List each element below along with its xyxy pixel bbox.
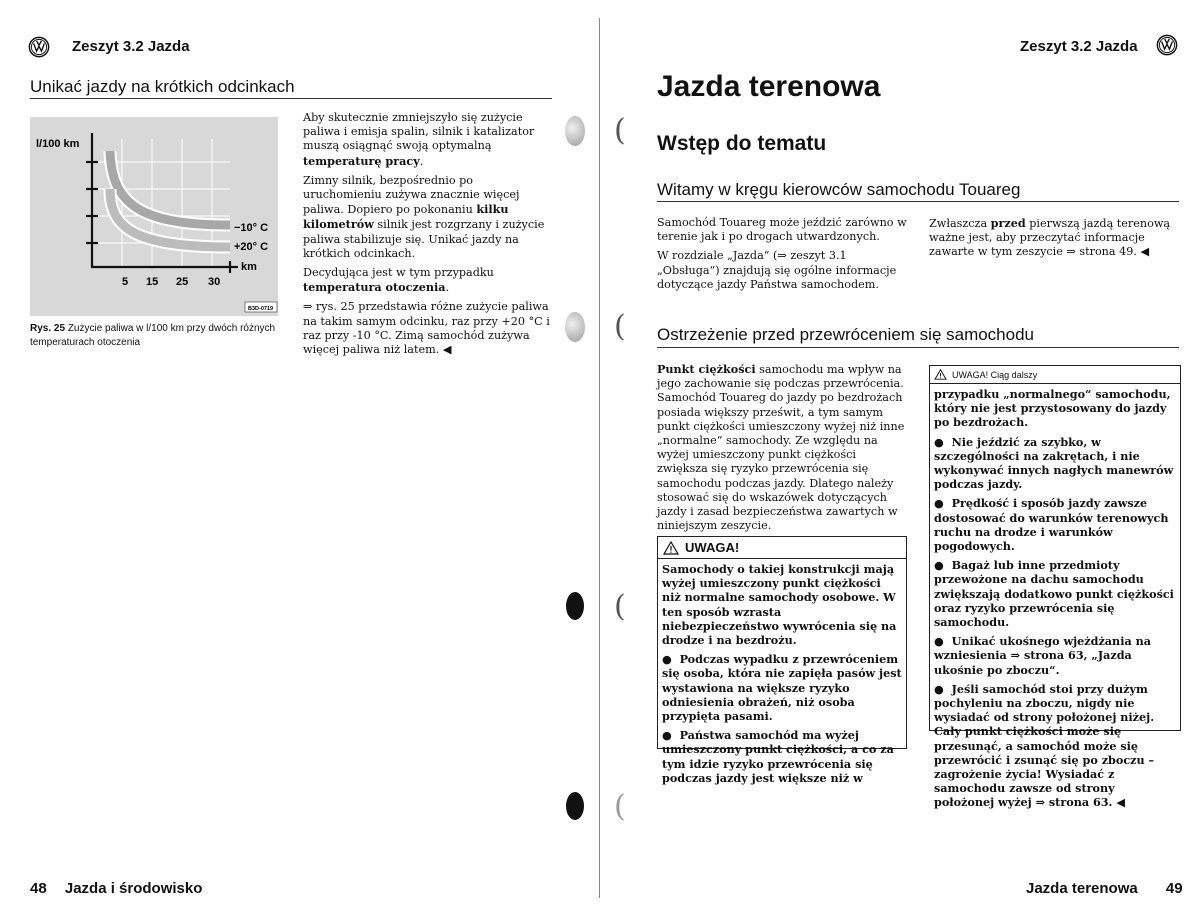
binder-hole [566, 792, 584, 820]
end-triangle-icon: ◀ [442, 343, 452, 357]
warning-box-continued [929, 365, 1181, 810]
section-title-rollover: Ostrzeżenie przed przewróceniem się samochodu [657, 325, 1035, 344]
fuel-chart-svg [30, 117, 278, 316]
warning-paragraph: przypadku „normalnego“ samochodu, który nie jest przystosowany do jazdy po bezdrożach. [934, 387, 1171, 430]
binder-hole [566, 592, 584, 620]
vw-logo-icon [28, 36, 50, 58]
binder-ring-icon: ( [614, 589, 626, 624]
binder-ring-icon: ( [614, 789, 626, 824]
warning-box [657, 536, 907, 785]
page-spine [599, 18, 600, 898]
left-body-column [303, 111, 553, 362]
caption-text: Zużycie paliwa w l/100 km przy dwóch różnych temperaturach otoczenia [30, 323, 276, 348]
paragraph: Zimny silnik, bezpośrednio po uruchomieniu zużywa znacznie więcej paliwa. Dopiero po pokonaniu kilku kilometrów silnik jest rozgrzany i zużycie paliwa stabilizuje się. Unikać jazdy na krótkich odcinkach. [303, 173, 545, 260]
paragraph: Samochód Touareg może jeździć zarówno w terenie jak i po drogach utwardzonych. [657, 216, 907, 244]
warning-title: UWAGA! [685, 540, 740, 555]
warning-bullet: ● Jeśli samochód stoi przy dużym pochyleniu na zboczu, nigdy nie wysiadać od strony położonej niżej. Cały punkt ciężkości może się przesunąć, a samochód może się przewrócić i zsunąć się po zboczu – zagrożenie życia! Wysiadać z samochodu zawsze od strony położonej wyżej ⇒ strona 63. ◀ [934, 681, 1155, 810]
warning-header [930, 366, 1180, 384]
figure-code: B3D-0719 [248, 306, 274, 312]
paragraph: W rozdziale „Jazda“ (⇒ zeszyt 3.1 „Obsługa“) znajdują się ogólne informacje dotyczące jazdy Państwa samochodem. [657, 249, 897, 291]
warning-title: UWAGA! Ciąg dalszy [952, 369, 1038, 380]
end-triangle-icon: ◀ [1140, 245, 1150, 259]
warning-triangle-icon [663, 541, 679, 555]
left-footer [30, 880, 202, 897]
warning-triangle-icon [934, 369, 947, 380]
paragraph: Zwłaszcza przed pierwszą jazdą terenową ważne jest, aby przeczytać informacje zawarte w tym zeszycie ⇒ strona 49. ◀ [929, 216, 1171, 259]
fuel-consumption-figure [30, 117, 278, 316]
binder-hole [565, 116, 585, 146]
sub-title: Wstęp do tematu [657, 132, 827, 155]
binder-hole [565, 312, 585, 342]
paragraph: Decydująca jest w tym przypadku temperatura otoczenia. [303, 266, 494, 295]
x-tick-label: 30 [208, 276, 221, 288]
x-tick-label: 25 [176, 276, 189, 288]
end-triangle-icon: ◀ [1116, 795, 1125, 810]
main-title: Jazda terenowa [657, 70, 881, 103]
left-page-number: 48 [30, 880, 47, 897]
warning-bullet: ● Prędkość i sposób jazdy zawsze dostosować do warunków terenowych ruchu na drodze i warunków pogodowych. [934, 496, 1169, 554]
warning-bullet: ● Nie jeździć za szybko, w szczególności na zakrętach, i nie wykonywać innych nagłych manewrów podczas jazdy. [934, 434, 1174, 492]
warning-bullet: ● Bagaż lub inne przedmioty przewożone na dachu samochodu zwiększają dodatkowo punkt ciężkości oraz ryzyko przewrócenia się samochodu. [934, 558, 1174, 630]
figure-caption [30, 322, 280, 349]
welcome-col-1 [657, 216, 907, 297]
section-rule [657, 347, 1179, 348]
warning-header [658, 537, 906, 559]
binder-ring-icon: ( [614, 113, 626, 148]
warning-paragraph: Samochody o takiej konstrukcji mają wyżej umieszczony punkt ciężkości niż normalne samochody osobowe. W ten sposób wzrasta niebezpieczeństwo wywrócenia się na drodze i na bezdrożu. [662, 562, 897, 648]
warning-bullet: ● Unikać ukośnego wjeżdżania na wzniesienia ⇒ strona 63, „Jazda ukośnie po zboczu“. [934, 634, 1151, 677]
vw-logo-icon [1156, 34, 1178, 56]
x-tick-label: 15 [146, 276, 159, 288]
warning-body [658, 559, 906, 793]
left-footer-title: Jazda i środowisko [64, 880, 203, 897]
binder-ring-icon: ( [614, 309, 626, 344]
legend-cold: −10° C [234, 222, 269, 234]
section-title-welcome: Witamy w kręgu kierowców samochodu Touareg [657, 180, 1021, 199]
paragraph: Aby skutecznie zmniejszyło się zużycie paliwa i emisja spalin, silnik i katalizator muszą osiągnąć swoją optymalną temperaturę pracy. [303, 111, 535, 168]
x-tick-label: 5 [122, 276, 129, 288]
right-page-number: 49 [1165, 880, 1183, 897]
left-section-rule [30, 98, 552, 99]
right-footer [1026, 880, 1183, 897]
left-section-title: Unikać jazdy na krótkich odcinkach [30, 77, 295, 96]
right-header-title: Zeszyt 3.2 Jazda [1020, 38, 1138, 55]
welcome-col-2 [929, 216, 1181, 265]
warning-body [930, 384, 1180, 818]
chart-xlabel: km [241, 261, 257, 273]
paragraph: Punkt ciężkości samochodu ma wpływ na jego zachowanie się podczas przewrócenia. Samochód Touareg do jazdy po bezdrożach posiada większy prześwit, a tym samym punkt ciężkości umieszczony wyżej niż inne „normalne“ samochody. Ze względu na wyżej umieszczony punkt ciężkości zwiększa się ryzyko przewrócenia się samochodu podczas jazdy. Dlatego należy stosować się do wskazówek dotyczących jazdy i zasad bezpieczeństwa zawartych w niniejszym zeszycie. [657, 362, 905, 533]
legend-warm: +20° C [234, 241, 269, 253]
right-footer-title: Jazda terenowa [1026, 880, 1138, 897]
section-rule [657, 201, 1179, 202]
rollover-text [657, 362, 907, 538]
warning-bullet: ● Państwa samochód ma wyżej umieszczony punkt ciężkości, a co za tym idzie ryzyko przewrócenia się podczas jazdy jest większe niż w [662, 728, 894, 785]
paragraph: ⇒ rys. 25 przedstawia różne zużycie paliwa na takim samym odcinku, raz przy +20 °C i raz przy -10 °C. Zimą samochód zużywa więcej paliwa niż latem. ◀ [303, 300, 550, 357]
caption-label: Rys. 25 [30, 323, 66, 334]
warning-bullet: ● Podczas wypadku z przewróceniem się osoba, która nie zapięła pasów jest wystawiona na większe ryzyko odniesienia obrażeń, niż osoba przypięta pasami. [662, 652, 902, 724]
chart-ylabel: l/100 km [36, 138, 80, 150]
left-header-title: Zeszyt 3.2 Jazda [72, 38, 190, 55]
